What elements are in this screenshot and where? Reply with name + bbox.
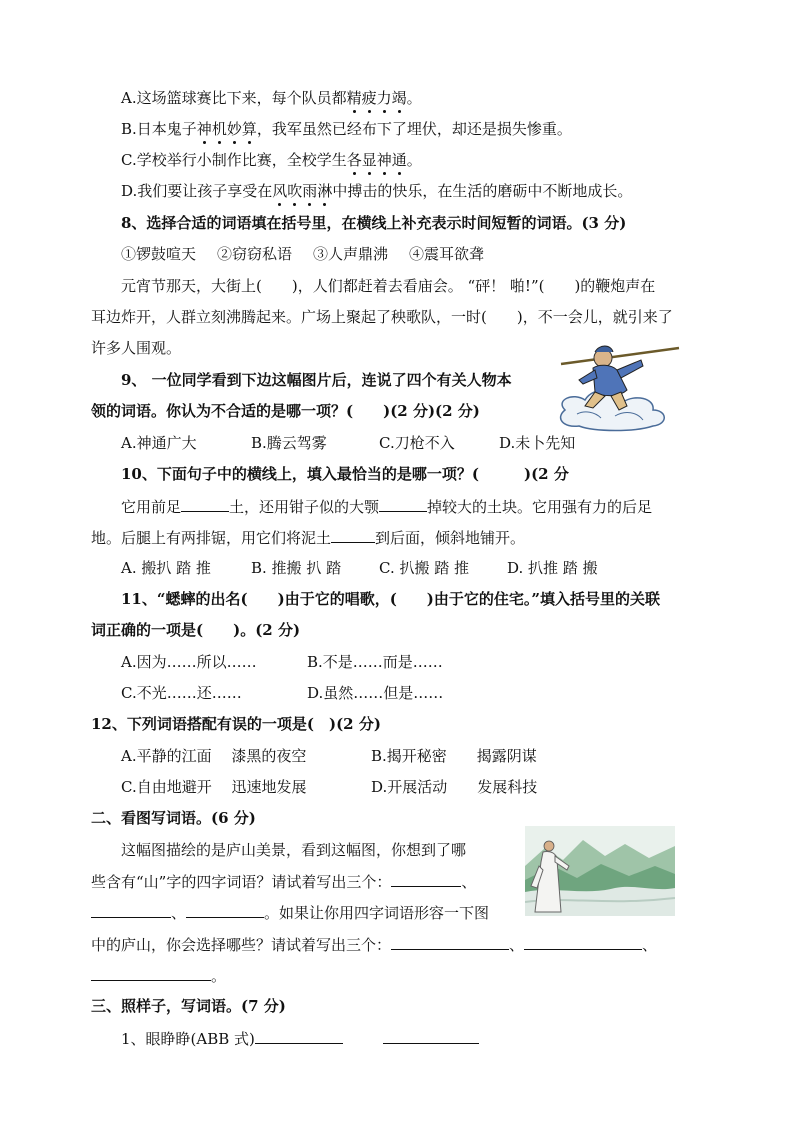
q9-options xyxy=(121,433,575,453)
dotted-char: 显 xyxy=(361,151,377,169)
q10-option-c: C. 扒搬 踏 推 xyxy=(379,559,470,577)
q12-option-c: C.自由地避开 迅速地发展 xyxy=(121,778,307,796)
dotted-char: 精 xyxy=(346,89,362,107)
q9-option-d: D.未卜先知 xyxy=(499,434,576,452)
q12-option-d: D.开展活动 发展科技 xyxy=(371,778,538,796)
q11-options-row2 xyxy=(121,683,443,703)
answer-blank[interactable] xyxy=(255,1028,343,1044)
dotted-char: 雨 xyxy=(302,182,318,200)
answer-blank[interactable] xyxy=(186,902,264,918)
answer-blank[interactable] xyxy=(181,496,229,512)
answer-blank[interactable] xyxy=(383,1028,479,1044)
q9-title-line1: 9、 一位同学看到下边这幅图片后，连说了四个有关人物本 xyxy=(121,371,512,389)
dotted-char: 神 xyxy=(376,151,392,169)
dotted-char: 通 xyxy=(391,151,407,169)
answer-blank[interactable] xyxy=(391,871,461,887)
s2-line5: 。 xyxy=(91,965,226,986)
q12-options-row2 xyxy=(121,777,537,797)
q10-title: 10、下面句子中的横线上，填入最恰当的是哪一项？( )(2 分 xyxy=(121,465,569,483)
dotted-char: 力 xyxy=(376,89,392,107)
s2-line4: 中的庐山，你会选择哪些？请试着写出三个： 、 、 xyxy=(91,936,658,954)
answer-blank[interactable] xyxy=(524,934,642,950)
dotted-char: 吹 xyxy=(287,182,303,200)
dotted-char: 妙 xyxy=(226,120,242,138)
q7-option-b: B.日本鬼子神机妙算，我军虽然已经布下了埋伏，却还是损失惨重。 xyxy=(121,120,572,138)
q11-title-line2: 词正确的一项是( )。(2 分) xyxy=(91,621,301,639)
q12-option-a: A.平静的江面 漆黑的夜空 xyxy=(121,747,307,765)
q12-title: 12、下列词语搭配有误的一项是( )(2 分) xyxy=(91,715,381,733)
dotted-char: 各 xyxy=(346,151,362,169)
q10-passage-line2: 地。后腿上有两排锯，用它们将泥土 到后面，倾斜地铺开。 xyxy=(91,529,526,547)
section-2-title: 二、看图写词语。(6 分) xyxy=(91,809,256,827)
q11-option-b: B.不是……而是…… xyxy=(307,653,443,671)
q11-option-c: C.不光……还…… xyxy=(121,684,242,702)
answer-blank[interactable] xyxy=(91,902,171,918)
dotted-char: 机 xyxy=(211,120,227,138)
q8-option-4: ④震耳欲聋 xyxy=(409,245,485,263)
dotted-char: 竭 xyxy=(391,89,407,107)
s2-line1: 这幅图描绘的是庐山美景，看到这幅图，你想到了哪 xyxy=(121,841,467,859)
q10-option-d: D. 扒推 踏 搬 xyxy=(507,559,598,577)
q10-options xyxy=(121,558,598,578)
q10-option-b: B. 推搬 扒 踏 xyxy=(251,559,342,577)
answer-blank[interactable] xyxy=(331,527,375,543)
q11-options-row1 xyxy=(121,652,443,672)
q9-option-c: C.刀枪不入 xyxy=(379,434,455,452)
q8-option-3: ③人声鼎沸 xyxy=(313,245,389,263)
answer-blank[interactable] xyxy=(91,965,211,981)
q8-passage-line3: 许多人围观。 xyxy=(91,339,182,357)
q7-option-d: D.我们要让孩子享受在风吹雨淋中搏击的快乐，在生活的磨砺中不断地成长。 xyxy=(121,182,633,200)
q8-passage-line2: 耳边炸开，人群立刻沸腾起来。广场上聚起了秧歌队，一时( )，不一会儿，就引来了 xyxy=(91,308,673,326)
q11-option-d: D.虽然……但是…… xyxy=(307,684,444,702)
lushan-mountain-illustration xyxy=(525,826,675,916)
q9-option-a: A.神通广大 xyxy=(121,434,197,452)
q12-options-row1 xyxy=(121,746,537,766)
q9-title-line2: 领的词语。你认为不合适的是哪一项？( )(2 分)(2 分) xyxy=(91,402,480,420)
dotted-char: 淋 xyxy=(317,182,333,200)
q7-option-c: C.学校举行小制作比赛，全校学生各显神通。 xyxy=(121,151,422,169)
q8-passage-line1: 元宵节那天，大街上( )，人们都赶着去看庙会。 “砰！ 啪!”( )的鞭炮声在 xyxy=(121,277,656,295)
q7-option-a: A.这场篮球赛比下来，每个队员都精疲力竭。 xyxy=(121,89,422,107)
monkey-king-illustration xyxy=(555,340,683,432)
q8-option-2: ②窃窃私语 xyxy=(217,245,293,263)
section-3-title: 三、照样子，写词语。(7 分) xyxy=(91,997,286,1015)
q10-passage-line1: 它用前足 土，还用钳子似的大颚 掉较大的土块。它用强有力的后足 xyxy=(121,498,653,516)
s2-line2: 些含有“山”字的四字词语？请试着写出三个： 、 xyxy=(91,873,477,891)
dotted-char: 疲 xyxy=(361,89,377,107)
q8-title: 8、选择合适的词语填在括号里，在横线上补充表示时间短暂的词语。(3 分) xyxy=(121,214,627,232)
answer-blank[interactable] xyxy=(379,496,427,512)
q10-option-a: A. 搬扒 踏 推 xyxy=(121,559,211,577)
s2-line3: 、 。如果让你用四字词语形容一下图 xyxy=(91,902,489,923)
q9-option-b: B.腾云驾雾 xyxy=(251,434,327,452)
answer-blank[interactable] xyxy=(391,934,509,950)
q11-title-line1: 11、“蟋蟀的出名( )由于它的唱歌，( )由于它的住宅。”填入括号里的关联 xyxy=(121,590,661,608)
q11-option-a: A.因为……所以…… xyxy=(121,653,257,671)
dotted-char: 算 xyxy=(241,120,257,138)
q8-options xyxy=(121,244,484,264)
q12-option-b: B.揭开秘密 揭露阴谋 xyxy=(371,747,537,765)
dotted-char: 风 xyxy=(272,182,288,200)
s3-item-1: 1、眼睁睁(ABB 式) xyxy=(121,1028,479,1049)
q8-option-1: ①锣鼓喧天 xyxy=(121,245,197,263)
dotted-char: 神 xyxy=(196,120,212,138)
